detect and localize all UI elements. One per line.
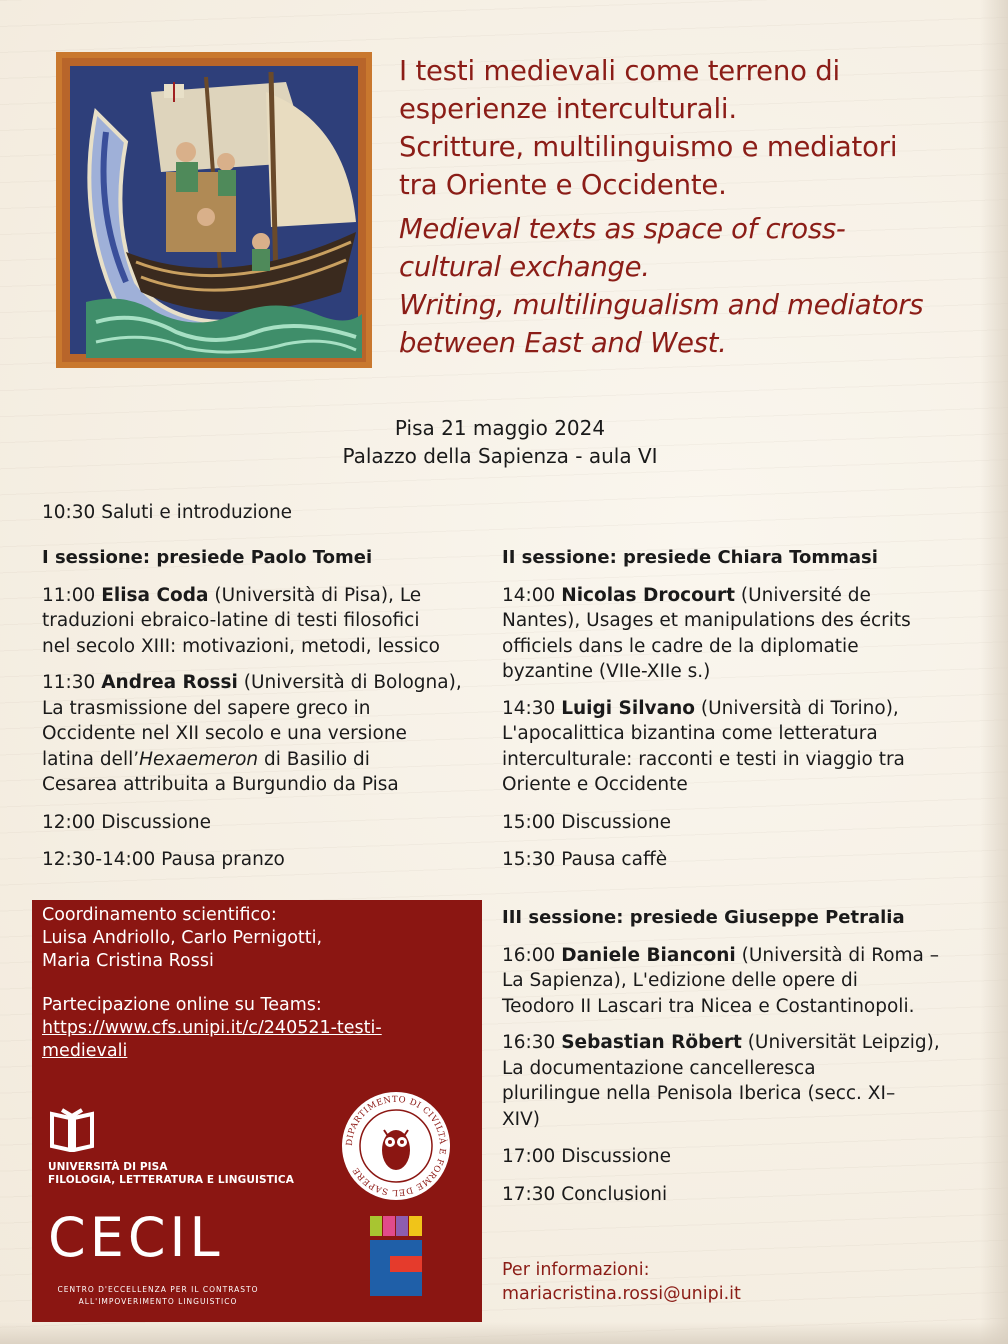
discussion-line: 12:00 Discussione <box>42 811 211 833</box>
title-block <box>399 52 994 362</box>
info-block <box>502 1258 741 1306</box>
talk-speaker: Luigi Silvano <box>561 697 695 719</box>
coordination-label: Coordinamento scientifico: <box>42 905 277 925</box>
teams-link-line[interactable]: https://www.cfs.unipi.it/c/240521-testi- <box>42 1018 382 1038</box>
talk-speaker: Andrea Rossi <box>101 672 238 693</box>
talk-title: nel secolo XIII: motivazioni, metodi, lessico <box>42 635 440 657</box>
coordination-names: Luisa Andriollo, Carlo Pernigotti, <box>42 928 323 948</box>
cecil-subtitle-line: CENTRO D'ECCELLENZA PER IL CONTRASTO <box>57 1285 259 1294</box>
talk-title-part: latina dell’ <box>42 748 140 770</box>
talk-title: Occidente nel XII secolo e una versione <box>42 723 407 744</box>
teams-link-line[interactable]: medievali <box>42 1041 128 1061</box>
talk-affil: (Università di Pisa), <box>214 584 394 606</box>
unipi-name <box>48 1161 294 1187</box>
unipi-line: UNIVERSITÀ DI PISA <box>48 1161 168 1173</box>
talk-affil: (Università di Bologna), <box>243 672 462 693</box>
talk-time: 14:30 <box>502 697 556 719</box>
talk-title: La documentazione cancelleresca <box>502 1057 816 1079</box>
talk-silvano <box>502 696 972 798</box>
session2 <box>502 545 972 873</box>
talk-speaker: Daniele Bianconi <box>561 944 736 966</box>
paper-edge-bottom <box>0 1322 1008 1344</box>
title-english <box>399 210 994 362</box>
title-it-line: I testi medievali come terreno di <box>399 55 840 87</box>
talk-title: Oriente e Occidente <box>502 774 688 795</box>
talk-time: 11:00 <box>42 584 96 606</box>
teams-link[interactable] <box>42 1017 472 1040</box>
talk-title: L'apocalittica bizantina come letteratura <box>502 723 878 744</box>
illuminated-ship-miniature <box>56 52 372 368</box>
closing-line: 17:30 Conclusioni <box>502 1183 668 1205</box>
talk-title: Nantes), Usages et manipulations des écrits <box>502 610 911 631</box>
event-place <box>300 414 700 470</box>
talk-time: 16:00 <box>502 944 556 966</box>
title-en-line: between East and West. <box>399 327 727 359</box>
talk-title: XIV) <box>502 1108 541 1130</box>
talk-title: La trasmissione del sapere greco in <box>42 697 371 719</box>
discussion-line: 17:00 Discussione <box>502 1146 671 1167</box>
talk-rossi <box>42 670 487 798</box>
talk-title: Cesarea attribuita a Burgundio da Pisa <box>42 774 399 795</box>
seal-text: DIPARTIMENTO DI CIVILTÀ E FORME DEL SAPERE <box>344 1094 448 1198</box>
event-venue: Palazzo della Sapienza - aula VI <box>342 444 658 468</box>
talk-robert <box>502 1030 972 1132</box>
program-opening <box>42 500 487 526</box>
talk-bianconi <box>502 943 972 1020</box>
title-en-line: Writing, multilingualism and mediators <box>399 289 924 321</box>
cecil-subtitle-line: ALL'IMPOVERIMENTO LINGUISTICO <box>78 1297 238 1306</box>
talk-line <box>42 583 487 609</box>
session3 <box>502 905 972 1207</box>
talk-affil: (Università di Torino), <box>700 697 899 719</box>
session2-heading: II sessione: presiede Chiara Tommasi <box>502 547 878 568</box>
department-owl-seal <box>340 1090 452 1202</box>
online-label: Partecipazione online su Teams: <box>42 995 322 1015</box>
event-date: Pisa 21 maggio 2024 <box>394 416 606 440</box>
lunch-line: 12:30-14:00 Pausa pranzo <box>42 849 285 870</box>
talk-line <box>502 583 972 609</box>
opening-line: 10:30 Saluti e introduzione <box>42 502 293 523</box>
talk-title: interculturale: racconti e testi in viaggio tra <box>502 748 905 770</box>
color-bars-logo <box>370 1216 422 1296</box>
title-en-line: Medieval texts as space of cross- <box>399 213 846 245</box>
talk-title: Teodoro II Lascari tra Nicea e Costantinopoli. <box>502 995 915 1017</box>
session1 <box>42 545 487 873</box>
talk-speaker: Nicolas Drocourt <box>561 584 735 606</box>
title-it-line: tra Oriente e Occidente. <box>399 169 727 201</box>
unipi-book-icon <box>48 1106 96 1152</box>
talk-speaker: Sebastian Röbert <box>561 1032 742 1053</box>
talk-title: officiels dans le cadre de la diplomatie <box>502 635 859 657</box>
talk-drocourt <box>502 583 972 685</box>
talk-line <box>502 1030 972 1056</box>
talk-title-italic: Hexaemeron <box>139 748 259 770</box>
talk-affil: (Università di Roma – <box>741 944 940 966</box>
talk-title: byzantine (VIIe-XIIe s.) <box>502 661 711 682</box>
talk-speaker: Elisa Coda <box>101 584 209 606</box>
cecil-subtitle <box>48 1284 268 1308</box>
talk-affil: (Université de <box>740 584 871 606</box>
talk-title: Le <box>399 584 422 606</box>
title-it-line: Scritture, multilinguismo e mediatori <box>399 131 898 163</box>
coordination-names: Maria Cristina Rossi <box>42 951 214 971</box>
talk-line <box>502 943 972 969</box>
talk-coda <box>42 583 487 660</box>
talk-line <box>502 696 972 722</box>
title-it-line: esperienze interculturali. <box>399 93 737 125</box>
info-label: Per informazioni: <box>502 1260 650 1280</box>
teams-link[interactable] <box>42 1040 472 1063</box>
title-italian <box>399 52 994 204</box>
discussion-line: 15:00 Discussione <box>502 811 671 833</box>
talk-title-part: di Basilio di <box>258 748 370 770</box>
cecil-logo: CECIL <box>48 1206 224 1269</box>
talk-time: 16:30 <box>502 1032 556 1053</box>
title-en-line: cultural exchange. <box>399 251 650 283</box>
break-line: 15:30 Pausa caffè <box>502 849 668 870</box>
talk-affil: (Universität Leipzig), <box>747 1032 940 1053</box>
info-email[interactable]: mariacristina.rossi@unipi.it <box>502 1284 741 1304</box>
talk-title <box>42 747 487 773</box>
session1-heading: I sessione: presiede Paolo Tomei <box>42 547 373 568</box>
talk-line <box>42 670 487 696</box>
talk-time: 11:30 <box>42 672 96 693</box>
session3-heading: III sessione: presiede Giuseppe Petralia <box>502 907 905 928</box>
coordination-text <box>42 904 472 1063</box>
talk-title: plurilingue nella Penisola Iberica (secc. XI– <box>502 1083 896 1104</box>
talk-title: La Sapienza), L'edizione delle opere di <box>502 970 858 991</box>
unipi-line: FILOLOGIA, LETTERATURA E LINGUISTICA <box>48 1174 294 1186</box>
talk-title: traduzioni ebraico-latine di testi filosofici <box>42 610 420 631</box>
talk-time: 14:00 <box>502 584 556 606</box>
